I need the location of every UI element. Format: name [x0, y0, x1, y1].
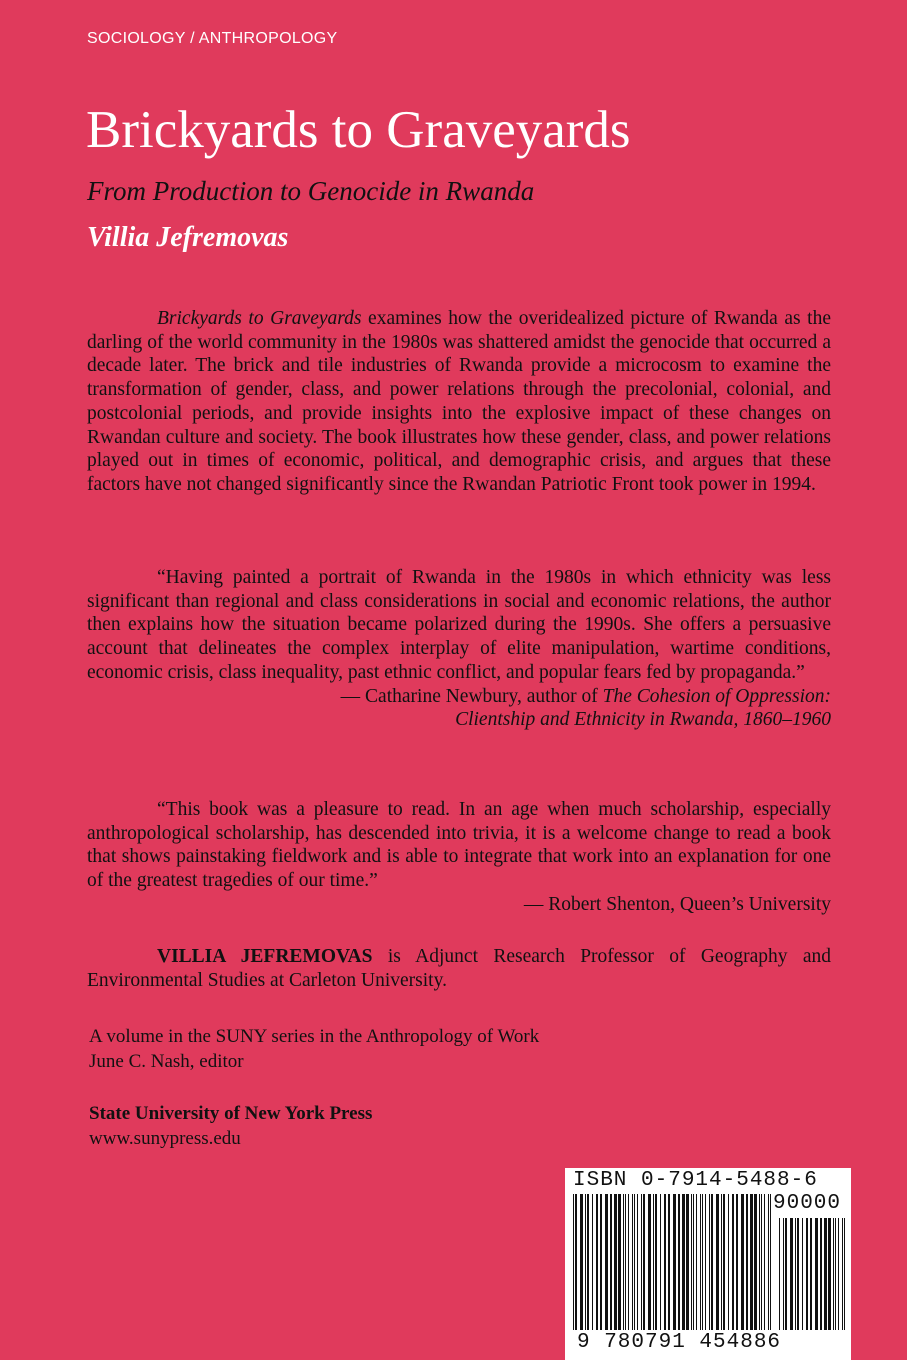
- barcode-bar: [721, 1194, 722, 1330]
- book-author: Villia Jefremovas: [87, 222, 289, 253]
- price-bar: [815, 1218, 818, 1330]
- price-bar: [795, 1218, 796, 1330]
- description-paragraph: [87, 307, 831, 497]
- book-subtitle: From Production to Genocide in Rwanda: [87, 176, 535, 206]
- barcode-bar: [628, 1194, 629, 1330]
- review-shenton: [87, 798, 831, 917]
- review-newbury-work-2: Clientship and Ethnicity in Rwanda, 1860–1960: [455, 709, 831, 731]
- description-text: examines how the overidealized picture of Rwanda as the darling of the world community in the 1980s was shattered amidst the genocide that occurred a decade later. The brick and tile industries of Rwanda provide a microcosm to examine the transformation of gender, class, and power relations through the precolonial, colonial, and postcolonial periods, and provide insights into the explosive impact of these changes on Rwandan culture and society. The book illustrates how these gender, class, and power relations played out in times of economic, political, and demographic crisis, and argues that these factors have not changed significantly since the Rwandan Patriotic Front took power in 1994.: [87, 308, 831, 495]
- price-bar: [802, 1218, 803, 1330]
- barcode-bar: [702, 1194, 703, 1330]
- price-bar: [783, 1218, 784, 1330]
- barcode-bar: [682, 1194, 685, 1330]
- barcode-bar: [728, 1194, 729, 1330]
- price-bar: [828, 1218, 831, 1330]
- barcode-bar: [761, 1194, 762, 1330]
- price-bar: [824, 1218, 827, 1330]
- review-shenton-attribution: — Robert Shenton, Queen’s University: [523, 893, 831, 915]
- barcode-bar: [605, 1194, 608, 1330]
- review-newbury-attribution: [87, 685, 831, 709]
- barcode-bar: [686, 1194, 689, 1330]
- barcode-bar: [575, 1194, 577, 1330]
- barcode-bar: [736, 1194, 738, 1330]
- price-bar: [797, 1218, 799, 1330]
- price-bar: [833, 1218, 834, 1330]
- review-newbury: [87, 566, 831, 732]
- barcode-bar: [750, 1194, 753, 1330]
- price-bar: [842, 1218, 843, 1330]
- barcode-bar: [643, 1194, 645, 1330]
- barcode-bar: [700, 1194, 701, 1330]
- price-bar: [785, 1218, 787, 1330]
- series-info: [89, 1024, 539, 1074]
- isbn-text: ISBN 0-7914-5488-6: [573, 1169, 818, 1192]
- barcode-bar: [764, 1194, 765, 1330]
- barcode-bar: [664, 1194, 666, 1330]
- barcode-bar: [587, 1194, 589, 1330]
- author-bio: [87, 945, 831, 992]
- barcode-bar: [678, 1194, 680, 1330]
- price-bar: [790, 1218, 793, 1330]
- barcode-bar: [580, 1194, 583, 1330]
- barcode-bar: [618, 1194, 621, 1330]
- price-bar: [810, 1218, 812, 1330]
- price-bar: [806, 1218, 808, 1330]
- ean-text: 9 780791 454886: [577, 1331, 782, 1354]
- barcode-bar: [660, 1194, 661, 1330]
- barcode-bar: [723, 1194, 725, 1330]
- author-bio-name: VILLIA JEFREMOVAS: [157, 946, 373, 967]
- barcode-bar: [600, 1194, 602, 1330]
- barcode-bar: [732, 1194, 734, 1330]
- barcode-bar: [673, 1194, 676, 1330]
- barcode-bar: [585, 1194, 586, 1330]
- price-bar: [838, 1218, 839, 1330]
- publisher-info: [89, 1101, 372, 1151]
- category-label: SOCIOLOGY / ANTHROPOLOGY: [87, 30, 338, 47]
- barcode-bar: [653, 1194, 654, 1330]
- barcode-bar: [648, 1194, 651, 1330]
- review-shenton-quote: “This book was a pleasure to read. In an age when much scholarship, especially anthropological scholarship, has descended into trivia, it is a welcome change to read a book that shows painstaking fieldwork and is able to integrate that work into an explanation for one of the greatest tragedies of our time.”: [87, 799, 831, 892]
- barcode-bar: [770, 1194, 771, 1330]
- barcode-bar: [637, 1194, 638, 1330]
- barcode-bar: [716, 1194, 719, 1330]
- barcode-bar: [623, 1194, 624, 1330]
- review-newbury-quote: “Having painted a portrait of Rwanda in the 1980s in which ethnicity was less significant than regional and class considerations in social and economic relations, the author then explains how the situation became polarized during the 1990s. She offers a persuasive account that delineates the complex interplay of elite manipulation, wartime conditions, economic crisis, class inequality, past ethnic conflict, and popular fears fed by propaganda.”: [87, 567, 831, 683]
- review-newbury-author: — Catharine Newbury, author of: [340, 685, 603, 707]
- barcode-bar: [614, 1194, 617, 1330]
- barcode-bar: [610, 1194, 612, 1330]
- series-title: A volume in the SUNY series in the Anthropology of Work: [89, 1026, 540, 1047]
- publisher-name: State University of New York Press: [89, 1103, 373, 1124]
- review-newbury-work-1: The Cohesion of Oppression:: [602, 685, 831, 707]
- series-editor: June C. Nash, editor: [89, 1051, 244, 1072]
- barcode-panel: [565, 1168, 851, 1360]
- barcode-bar: [741, 1194, 744, 1330]
- book-title: Brickyards to Graveyards: [86, 101, 631, 159]
- barcode-bar: [691, 1194, 692, 1330]
- author-bio-text: is Adjunct Research Professor of Geography and Environmental Studies at Carleton University.: [87, 946, 832, 991]
- barcode-bar: [709, 1194, 710, 1330]
- publisher-url: www.sunypress.edu: [89, 1128, 241, 1149]
- barcode-bar: [696, 1194, 697, 1330]
- barcode-bar: [573, 1194, 574, 1330]
- barcode-bar: [711, 1194, 713, 1330]
- price-bar: [820, 1218, 822, 1330]
- barcode-bar: [634, 1194, 635, 1330]
- barcode-bar: [759, 1194, 760, 1330]
- barcode-bar: [754, 1194, 757, 1330]
- barcode-bar: [655, 1194, 657, 1330]
- barcode-bar: [632, 1194, 633, 1330]
- barcode-bar: [693, 1194, 694, 1330]
- barcode-bar: [746, 1194, 748, 1330]
- barcode-bar: [768, 1194, 769, 1330]
- barcode-bar: [625, 1194, 626, 1330]
- barcode-bar: [592, 1194, 593, 1330]
- price-bar: [835, 1218, 836, 1330]
- description-lead-title: Brickyards to Graveyards: [157, 308, 362, 329]
- barcode-bar: [705, 1194, 706, 1330]
- price-code-text: 90000: [772, 1192, 841, 1215]
- price-bar: [844, 1218, 845, 1330]
- barcode-bar: [596, 1194, 598, 1330]
- barcode-bar: [641, 1194, 642, 1330]
- price-bar: [779, 1218, 780, 1330]
- barcode-bar: [668, 1194, 670, 1330]
